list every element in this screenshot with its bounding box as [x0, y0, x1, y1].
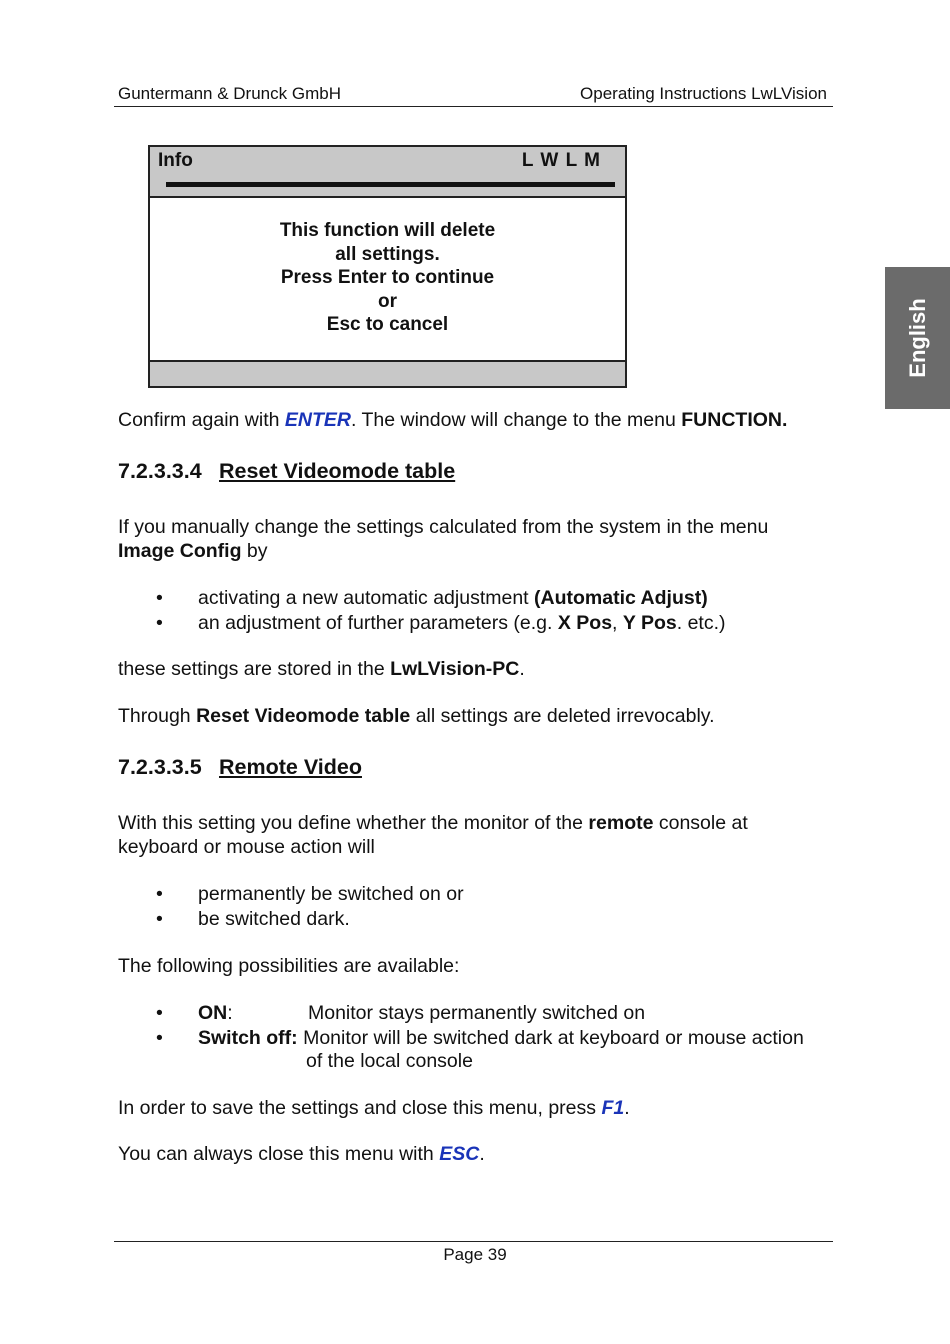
intro-text: If you manually change the settings calculated from the system in the menu	[118, 516, 769, 538]
list-item-text: Monitor will be switched dark at keyboard or mouse action	[297, 1027, 804, 1049]
dialog-brand: L W L M	[521, 150, 601, 171]
list-item	[156, 1027, 804, 1051]
x-pos-label: X Pos	[557, 612, 613, 634]
bullet: •	[156, 587, 163, 609]
section1-intro	[118, 516, 833, 563]
list-item-continuation: of the local console	[306, 1050, 473, 1072]
footer-divider	[114, 1241, 833, 1242]
through-paragraph	[118, 705, 833, 729]
list-item	[156, 883, 464, 907]
dialog-header	[150, 147, 625, 198]
list-item-text: be switched dark.	[198, 908, 350, 930]
bullet: •	[156, 1002, 163, 1024]
esc-key-label: ESC	[439, 1143, 480, 1165]
list-item	[156, 1002, 645, 1026]
intro-text: keyboard or mouse action will	[118, 835, 375, 858]
bullet: •	[156, 1027, 163, 1049]
list-item-text: ,	[612, 612, 623, 634]
stored-text: these settings are stored in the	[118, 658, 391, 680]
f1-key-label: F1	[601, 1097, 625, 1119]
section-title: Remote Video	[219, 755, 362, 779]
page-number: Page 39	[443, 1245, 507, 1264]
section-title: Reset Videomode table	[219, 459, 456, 483]
automatic-adjust-label: (Automatic Adjust)	[534, 587, 708, 609]
close-text: .	[479, 1143, 485, 1165]
list-item-text: :	[227, 1002, 233, 1024]
dialog-line: all settings.	[335, 243, 440, 265]
enter-key-label: ENTER	[284, 409, 351, 431]
function-menu-label: FUNCTION.	[681, 409, 788, 431]
header-doc-title: Operating Instructions LwLVision	[580, 84, 827, 103]
dialog-header-bar	[166, 182, 615, 187]
section-number: 7.2.3.3.5	[118, 755, 202, 779]
confirm-text: Confirm again with	[118, 409, 285, 431]
through-text: all settings are deleted irrevocably.	[410, 705, 715, 727]
section-heading	[118, 459, 455, 484]
intro-text: With this setting you define whether the monitor of the	[118, 812, 589, 834]
section2-intro	[118, 812, 833, 859]
dialog-message	[150, 219, 625, 337]
switch-off-option-label: Switch off:	[198, 1027, 298, 1049]
section-number: 7.2.3.3.4	[118, 459, 202, 483]
through-text: Through	[118, 705, 197, 727]
following-paragraph: The following possibilities are available:	[118, 955, 460, 977]
dialog-line: Esc to cancel	[326, 314, 449, 335]
list-item	[156, 612, 726, 636]
stored-text: .	[519, 658, 525, 680]
list-item	[156, 908, 350, 932]
image-config-label: Image Config	[118, 539, 242, 562]
dialog-line: Press Enter to continue	[280, 267, 495, 288]
dialog-title: Info	[158, 150, 193, 171]
reset-videomode-label: Reset Videomode table	[196, 705, 411, 727]
y-pos-label: Y Pos	[622, 612, 677, 634]
list-item-text: an adjustment of further parameters (e.g.	[198, 612, 558, 634]
info-dialog	[148, 145, 627, 388]
save-text: In order to save the settings and close this menu, press	[118, 1097, 602, 1119]
language-tab-label: English	[904, 298, 930, 378]
section-heading	[118, 755, 362, 780]
confirm-paragraph	[118, 409, 833, 433]
intro-text: by	[241, 539, 268, 562]
list-item	[156, 587, 708, 611]
save-paragraph	[118, 1097, 833, 1121]
remote-label: remote	[588, 812, 654, 834]
intro-text: console at	[653, 812, 748, 834]
confirm-text: . The window will change to the menu	[351, 409, 682, 431]
bullet: •	[156, 612, 163, 634]
list-item-text: permanently be switched on or	[198, 883, 464, 905]
list-item-text: activating a new automatic adjustment	[198, 587, 535, 609]
stored-paragraph	[118, 658, 833, 682]
list-item-text: . etc.)	[676, 612, 726, 634]
lwlvision-pc-label: LwLVision-PC	[390, 658, 520, 680]
language-tab	[885, 267, 950, 409]
list-item-text: Monitor stays permanently switched on	[308, 1002, 646, 1024]
save-text: .	[624, 1097, 630, 1119]
header-company: Guntermann & Drunck GmbH	[118, 84, 341, 103]
dialog-line: This function will delete	[279, 220, 496, 241]
header-divider	[114, 106, 833, 107]
on-option-label: ON	[198, 1002, 228, 1024]
bullet: •	[156, 883, 163, 905]
dialog-line: or	[378, 290, 397, 312]
close-paragraph	[118, 1143, 833, 1167]
dialog-footer	[150, 360, 625, 386]
close-text: You can always close this menu with	[118, 1143, 440, 1165]
bullet: •	[156, 908, 163, 930]
